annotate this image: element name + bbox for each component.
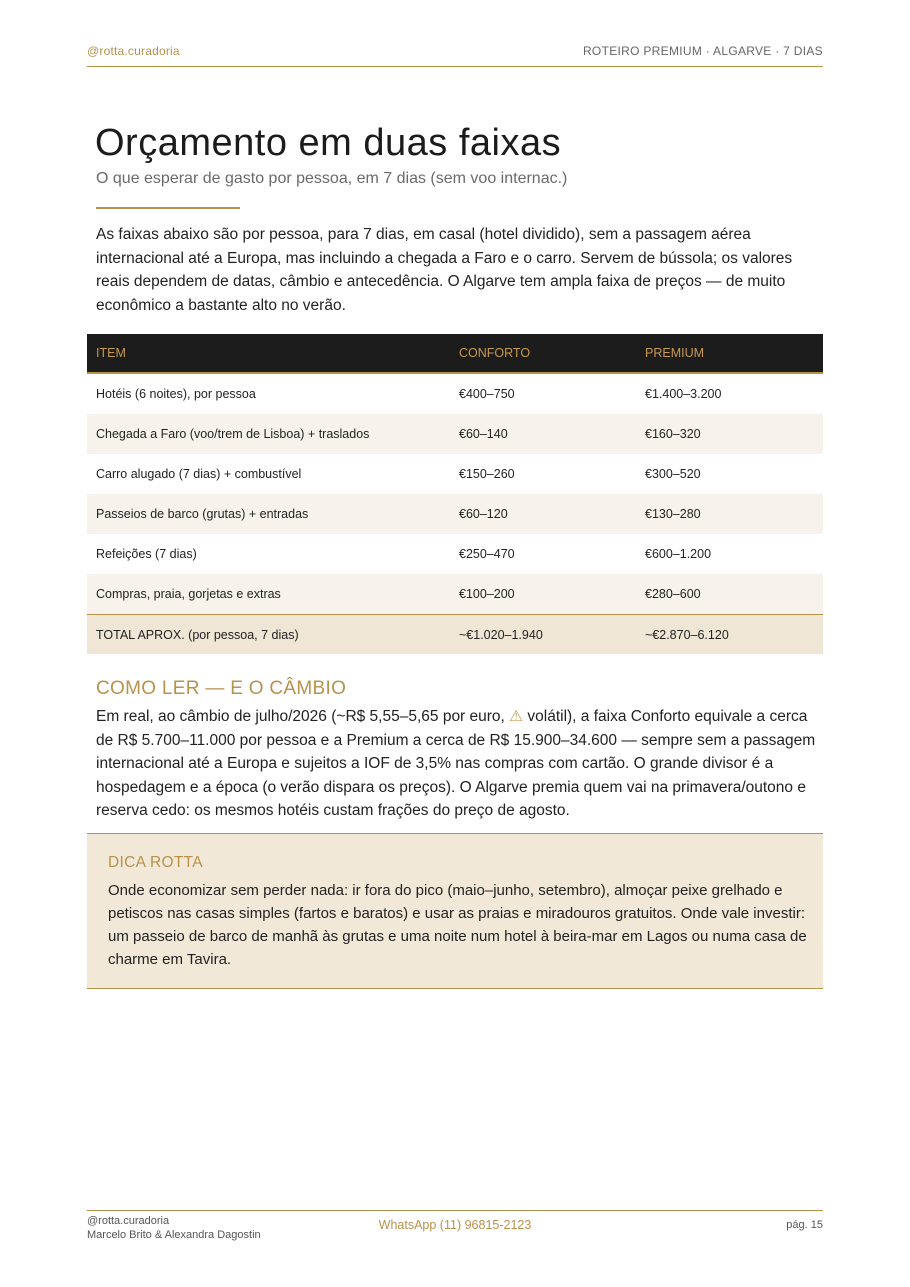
section-heading: COMO LER — E O CÂMBIO <box>96 678 347 699</box>
table-header-row <box>87 334 823 374</box>
table-row <box>87 374 823 414</box>
tip-body: Onde economizar sem perder nada: ir fora do pico (maio–junho, setembro), almoçar peixe grelhado e petiscos nas casas simples (fartos e baratos) e usar as praias e miradouros gratuitos. Onde vale investir: um passeio de barco de manhã às grutas e uma noite num hotel à beira-mar em Lagos ou numa casa de charme em Tavira. <box>108 882 807 968</box>
row-conforto: €150–260 <box>459 467 515 481</box>
row-item: Hotéis (6 noites), por pessoa <box>96 387 256 401</box>
total-label: TOTAL APROX. (por pessoa, 7 dias) <box>96 627 299 642</box>
section-text-end: volátil), a faixa Conforto equivale a cerca de R$ 5.700–11.000 por pessoa e a Premium a cerca de R$ 15.900–34.600 — sempre sem a passagem internacional até a Europa e sujeitos a IOF de 3,5% nas compras com cartão. O grande divisor é a hospedagem e a época (o verão dispara os preços). O Algarve premia quem vai na primavera/outono e reserva cedo: os mesmos hotéis custam frações do preço de agosto. <box>96 708 816 819</box>
table-total-row <box>87 614 823 654</box>
footer-handle: @rotta.curadoria <box>87 1215 170 1227</box>
title-divider <box>96 207 240 209</box>
table-row <box>87 574 823 614</box>
row-conforto: €60–140 <box>459 427 508 441</box>
column-header-item: ITEM <box>96 346 126 360</box>
total-premium: ~€2.870–6.120 <box>645 627 729 642</box>
row-conforto: €100–200 <box>459 587 515 601</box>
page-footer <box>87 1210 823 1251</box>
table-row <box>87 534 823 574</box>
column-header-conforto: CONFORTO <box>459 346 531 360</box>
row-item: Carro alugado (7 dias) + combustível <box>96 467 302 481</box>
table-row <box>87 414 823 454</box>
page-title: Orçamento em duas faixas <box>95 122 562 164</box>
row-premium: €130–280 <box>645 507 701 521</box>
page-subtitle: O que esperar de gasto por pessoa, em 7 dias (sem voo internac.) <box>96 170 568 187</box>
column-header-premium: PREMIUM <box>645 346 705 360</box>
section-paragraph <box>96 705 818 823</box>
page-header <box>87 44 823 67</box>
tip-callout <box>87 833 823 989</box>
document-title: ROTEIRO PREMIUM · ALGARVE · 7 DIAS <box>582 44 823 58</box>
row-item: Passeios de barco (grutas) + entradas <box>96 507 309 521</box>
budget-table <box>87 334 823 654</box>
brand-handle: @rotta.curadoria <box>87 44 180 58</box>
table-row <box>87 454 823 494</box>
row-premium: €1.400–3.200 <box>645 387 722 401</box>
row-premium: €280–600 <box>645 587 701 601</box>
row-conforto: €250–470 <box>459 547 515 561</box>
row-conforto: €60–120 <box>459 507 508 521</box>
tip-label: DICA ROTTA <box>108 854 203 871</box>
table-row <box>87 494 823 534</box>
page-number: pág. 15 <box>786 1219 823 1231</box>
intro-paragraph: As faixas abaixo são por pessoa, para 7 dias, em casal (hotel dividido), sem a passagem aérea internacional até a Europa, mas incluindo a chegada a Faro e o carro. Servem de bússola; os valores reais dependem de datas, câmbio e antecedência. O Algarve tem ampla faixa de preços — de muito econômico a bastante alto no verão. <box>96 226 793 314</box>
row-item: Compras, praia, gorjetas e extras <box>96 587 281 601</box>
total-conforto: ~€1.020–1.940 <box>459 627 543 642</box>
row-item: Chegada a Faro (voo/trem de Lisboa) + traslados <box>96 427 370 441</box>
section-text-start: Em real, ao câmbio de julho/2026 (~R$ 5,55–5,65 por euro, <box>96 708 510 725</box>
footer-whatsapp: WhatsApp (11) 96815-2123 <box>378 1218 532 1232</box>
warning-icon: ⚠ <box>509 708 524 725</box>
footer-authors: Marcelo Brito & Alexandra Dagostin <box>87 1229 261 1241</box>
row-item: Refeições (7 dias) <box>96 547 197 561</box>
row-premium: €300–520 <box>645 467 701 481</box>
row-conforto: €400–750 <box>459 387 515 401</box>
row-premium: €160–320 <box>645 427 701 441</box>
row-premium: €600–1.200 <box>645 547 712 561</box>
